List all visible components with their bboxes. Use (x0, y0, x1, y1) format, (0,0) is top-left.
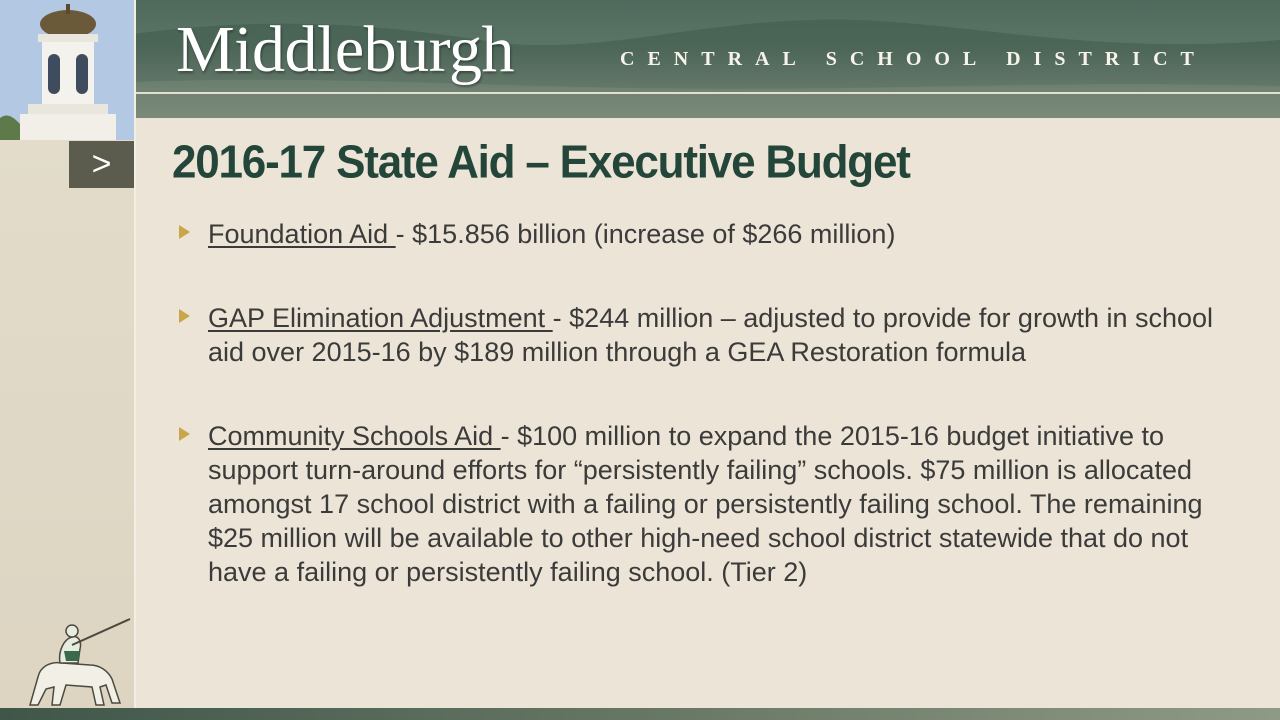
district-name: Middleburgh (176, 13, 514, 86)
bullet-arrow-icon (179, 427, 190, 441)
bullet-term: Foundation Aid (208, 219, 396, 249)
bullet-term: GAP Elimination Adjustment (208, 303, 553, 333)
bullet-foundation-aid (176, 217, 1216, 251)
bullet-list (176, 217, 1216, 589)
cupola-image (0, 0, 134, 140)
bullet-term: Community Schools Aid (208, 421, 501, 451)
bullet-text: - $244 million – adjusted to provide for growth in school aid over 2015-16 by $189 million through a GEA Restoration formula (208, 303, 1214, 367)
header-banner (0, 0, 1280, 118)
bullet-community-schools (176, 419, 1216, 589)
footer-strip (0, 708, 1280, 720)
header-divider (135, 92, 1280, 94)
knight-logo (20, 615, 135, 710)
district-subtitle: CENTRAL SCHOOL DISTRICT (620, 48, 1207, 70)
bullet-arrow-icon (179, 309, 190, 323)
bullet-text: - $15.856 billion (increase of $266 million) (395, 219, 896, 249)
vertical-divider (134, 0, 136, 710)
bullet-arrow-icon (179, 225, 190, 239)
bullet-text: - $100 million to expand the 2015-16 budget initiative to support turn-around efforts for “persistently failing” schools. $75 million is allocated amongst 17 school district with a failing or persistently failing school. The remaining $25 million will be available to other high-need school district statewide that do not have a failing or persistently failing school. (Tier 2) (208, 421, 1203, 587)
slide-title: 2016-17 State Aid – Executive Budget (172, 136, 910, 189)
arrow-right-icon: > (69, 141, 134, 188)
bullet-gap-elimination (176, 301, 1216, 369)
